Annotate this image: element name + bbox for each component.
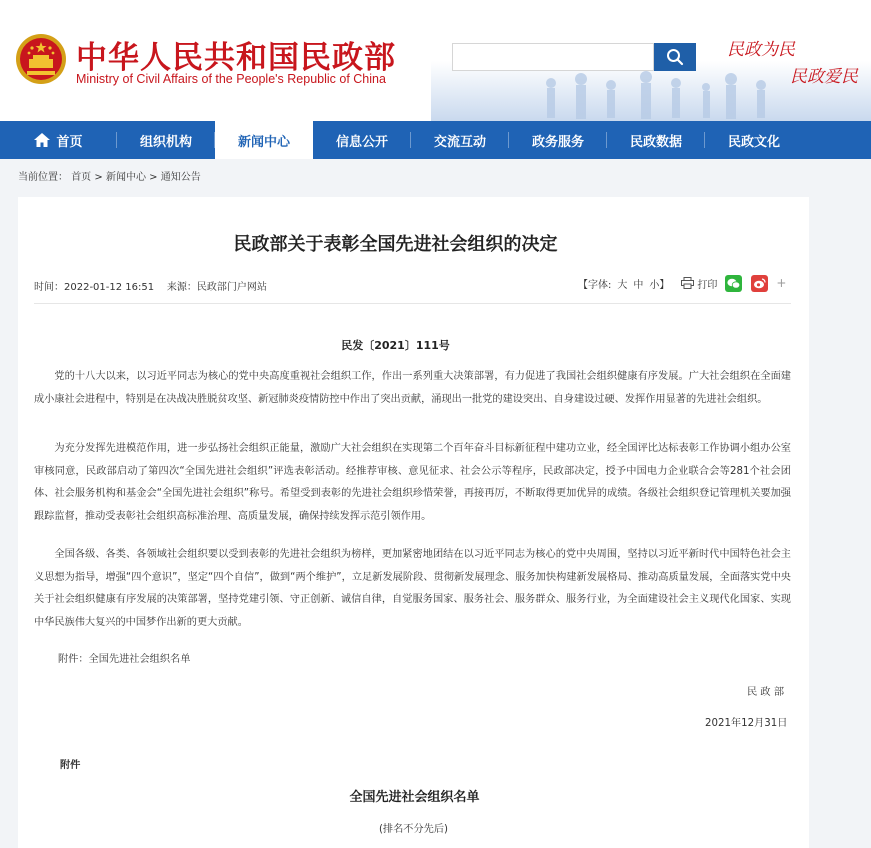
national-emblem-icon: [15, 33, 67, 85]
breadcrumb-news-center[interactable]: 新闻中心: [105, 172, 146, 183]
share-weibo-button[interactable]: [751, 275, 768, 292]
meta-source: 民政部门户网站: [196, 282, 267, 293]
nav-item-label: 交流互动: [433, 134, 486, 150]
print-label: 打印: [697, 279, 718, 291]
article-meta: [34, 278, 267, 293]
article-title: 民政部关于表彰全国先进社会组织的决定: [233, 234, 558, 255]
article-tools: [578, 273, 786, 293]
attachment-reference: 附件：全国先进社会组织名单: [58, 654, 191, 665]
meta-source-label: 来源：: [166, 282, 197, 293]
font-size-large[interactable]: 大: [617, 279, 628, 291]
breadcrumb: [18, 168, 201, 183]
breadcrumb-separator: >: [149, 172, 158, 183]
meta-time-label: 时间：: [34, 282, 64, 293]
article-paragraph: 全国各级、各类、各领域社会组织要以受到表彰的先进社会组织为榜样，更加紧密地团结在以习近平同志为核心的党中央周围，坚持以习近平新时代中国特色社会主义思想为指导，增强“四个意识”，坚定“四个自信”，做到“两个维护”，立足新发展阶段、贯彻新发展理念、服务加快构建新发展格局、推动高质量发展，全面落实党中央关于社会组织健康有序发展的决策部署，坚持党建引领、守正创新、诚信自律，自觉服务国家、服务社会、服务群众、服务行业，为全面建设社会主义现代化国家、实现中华民族伟大复兴的中国梦作出新的更大贡献。: [34, 549, 791, 628]
signature: 民 政 部: [747, 687, 785, 698]
attachment-list-title: 全国先进社会组织名单: [349, 790, 480, 805]
breadcrumb-notices[interactable]: 通知公告: [160, 172, 201, 183]
font-size-small[interactable]: 小】: [649, 279, 670, 291]
document-number: 民发〔2021〕111号: [341, 339, 450, 352]
attachment-list-note: (排名不分先后): [378, 824, 449, 835]
slogan-line-1: 民政为民: [727, 40, 795, 60]
share-wechat-button[interactable]: [725, 275, 742, 292]
nav-item-data[interactable]: [607, 121, 705, 159]
site-title: 中华人民共和国民政部: [76, 40, 396, 76]
nav-item-home[interactable]: [0, 121, 117, 159]
slogan-line-2: 民政爱民: [790, 67, 858, 87]
main-nav: [0, 121, 871, 159]
share-more-button[interactable]: +: [776, 276, 787, 290]
nav-item-label: 信息公开: [335, 134, 388, 150]
nav-item-label: 首页: [56, 134, 83, 150]
article-paragraph: 为充分发挥先进模范作用，进一步弘扬社会组织正能量，激励广大社会组织在实现第二个百年奋斗目标新征程中建功立业，经全国评比达标表彰工作协调小组办公室审核同意，民政部启动了第四次“全国先进社会组织”评选表彰活动。经推荐审核、意见征求、社会公示等程序，民政部决定，授予中国电力企业联合会等281个社会团体、社会服务机构和基金会“全国先进社会组织”称号。希望受到表彰的先进社会组织珍惜荣誉，再接再厉，不断取得更加优异的成绩。各级社会组织登记管理机关要加强跟踪监督，推动受表彰社会组织高标准治理、高质量发展，确保持续发挥示范引领作用。: [34, 443, 791, 522]
nav-item-label: 组织机构: [139, 134, 192, 150]
nav-item-label: 政务服务: [531, 134, 584, 150]
meta-divider: [34, 303, 791, 304]
article-paragraph: 党的十八大以来，以习近平同志为核心的党中央高度重视社会组织工作，作出一系列重大决策部署，有力促进了我国社会组织健康有序发展。广大社会组织在全面建成小康社会进程中，特别是在决战决胜脱贫攻坚、新冠肺炎疫情防控中作出了突出贡献，涌现出一批党的建设突出、自身建设过硬、发挥作用显著的先进社会组织。: [34, 371, 791, 405]
breadcrumb-prefix: 当前位置：: [18, 172, 68, 183]
nav-item-news-center[interactable]: [215, 121, 313, 159]
breadcrumb-home[interactable]: 首页: [71, 172, 92, 183]
nav-item-services[interactable]: [509, 121, 607, 159]
search-icon: [666, 48, 684, 66]
font-size-medium[interactable]: 中: [633, 279, 644, 291]
nav-item-culture[interactable]: [705, 121, 803, 159]
nav-item-label: 民政文化: [727, 134, 780, 150]
nav-item-label: 民政数据: [629, 134, 682, 150]
home-icon: [34, 133, 50, 147]
nav-item-organization[interactable]: [117, 121, 215, 159]
printer-icon: [681, 277, 694, 289]
nav-item-info-disclosure[interactable]: [313, 121, 411, 159]
nav-item-label: 新闻中心: [237, 134, 290, 150]
site-header: [0, 0, 871, 121]
attachment-heading: 附件: [60, 760, 81, 771]
nav-item-interaction[interactable]: [411, 121, 509, 159]
search-input[interactable]: [452, 43, 654, 71]
breadcrumb-separator: >: [94, 172, 103, 183]
print-button[interactable]: [681, 276, 717, 291]
issue-date: 2021年12月31日: [705, 718, 788, 729]
search-button[interactable]: [654, 43, 696, 71]
site-subtitle: Ministry of Civil Affairs of the People's Republic of China: [76, 72, 386, 86]
font-size-label: 【字体:: [578, 279, 612, 291]
wechat-icon: [727, 278, 740, 289]
meta-time: 2022-01-12 16:51: [64, 282, 155, 293]
weibo-icon: [753, 278, 766, 289]
